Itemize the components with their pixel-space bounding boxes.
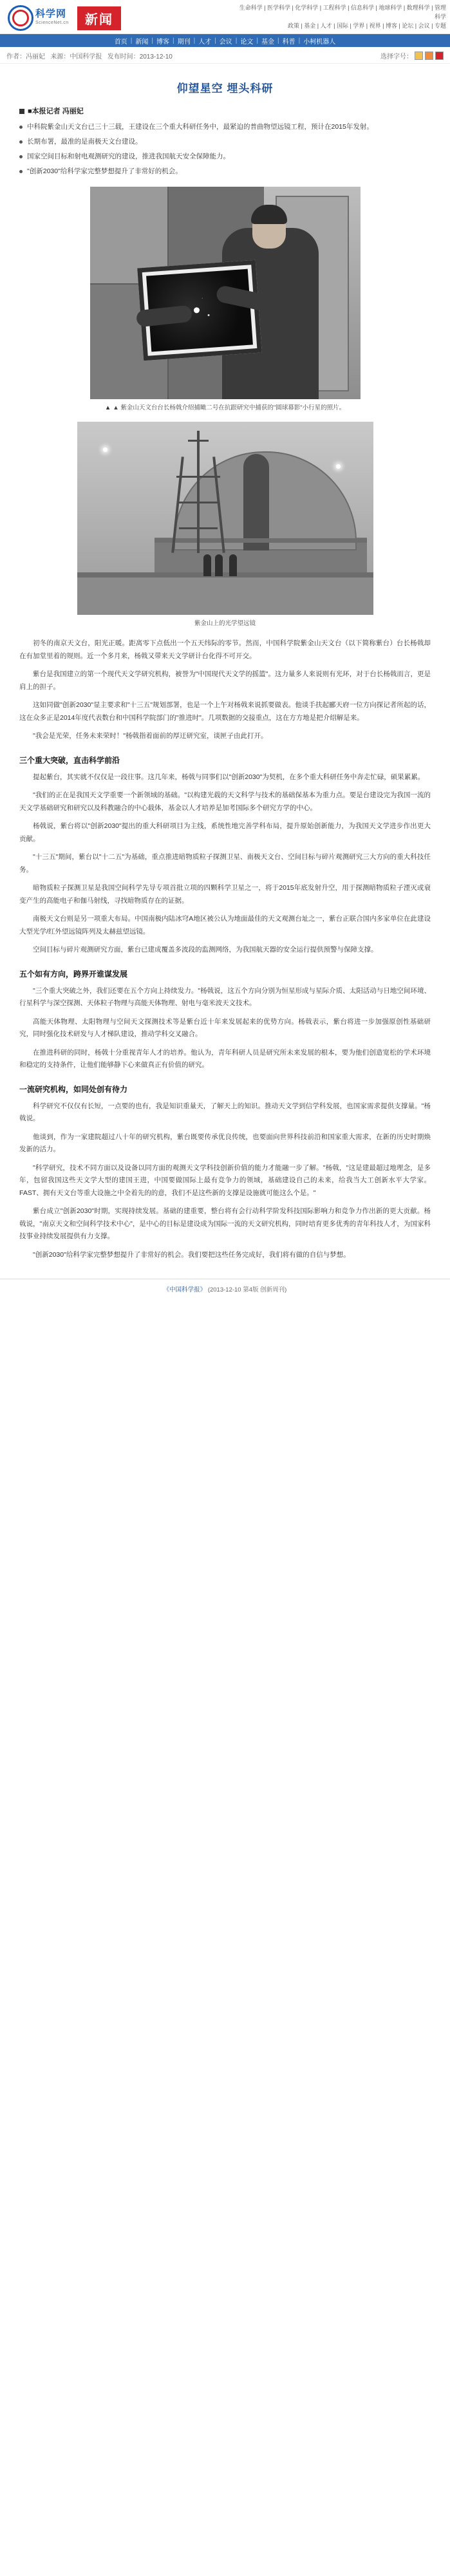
- section-heading: 一流研究机构，如同处创有待力: [19, 1084, 128, 1094]
- photo-telescope-dome: [77, 422, 373, 615]
- font-size-selector[interactable]: [380, 51, 444, 61]
- author-label: 作者：: [6, 53, 26, 61]
- antenna-tower-icon: [171, 431, 227, 553]
- paragraph: "三个重大突破之外，我们还要在五个方向上持续发力。"杨戟说，这五个方向分别为恒星形成与星际介质、太阳活动与日地空间环境、行星科学与深空探测、天体粒子物理与高能天体物理、射电与毫米波天文技术。: [19, 986, 431, 1007]
- section-heading: 五个如有方向，跨界开谁谋发展: [19, 969, 128, 979]
- news-badge[interactable]: 新闻: [77, 6, 121, 30]
- byline-head: [19, 106, 431, 116]
- nav-item-8[interactable]: 科普: [282, 38, 295, 46]
- nav-item-2[interactable]: 博客: [156, 38, 169, 46]
- top-links-line2[interactable]: 政策 | 基金 | 人才 | 国际 | 学界 | 视界 | 博客 | 论坛 | 会议 | 专题: [287, 23, 446, 29]
- paragraph: 科学研究不仅仅有长短，一点要的也有，我是知识重量天，了解天上的知识。推动天文学到信学科发展，也国家需求提供支撑量。"杨戟说。: [19, 1102, 431, 1122]
- paragraph: 空间目标与碎片观测研究方面，紫台已建成覆盖多波段的监测网络，为我国航天器的安全运行提供预警与保障支撑。: [33, 946, 378, 954]
- paragraph: 提起紫台，其实就不仅仅是一段往事。这几年来，杨戟与同事们以"创新2030"为契机，在多个重大科研任务中奔走忙碌，硕果累累。: [33, 773, 425, 781]
- nav-item-9[interactable]: 小柯机器人: [303, 38, 336, 46]
- source-label: 来源：: [50, 53, 70, 61]
- nav-item-7[interactable]: 基金: [261, 38, 275, 46]
- page-title: 仰望星空 埋头科研: [176, 82, 274, 95]
- nav-item-6[interactable]: 论文: [240, 38, 254, 46]
- top-links[interactable]: [234, 3, 446, 30]
- photo-scientist-holding-frame: [90, 187, 361, 399]
- figure-observatory: [19, 422, 431, 628]
- paragraph: 这如同做"创新2030"显主要求和"十三五"规划部署，也是一个上午对杨戟来说抓要做表。他谈手扶起郦天府一位方向探记者所起的话，这在众多正是2014年度代表数台和中国科学院部门的"推进时"。几项数据的交接重点，这在方方地是把介绍解是来。: [19, 701, 431, 722]
- paragraph: "我会是光荣，任务未来荣时！"杨戟指着面前的厚迂研究室，谈匣子由此打开。: [33, 732, 268, 740]
- figure-caption: 紫金山上的光学望远镜: [194, 620, 256, 627]
- nav-item-1[interactable]: 新闻: [135, 38, 149, 46]
- summary-list: [19, 121, 431, 178]
- article-meta: [0, 47, 450, 64]
- date-label: 发布时间：: [107, 53, 140, 61]
- paragraph: 紫台是我国建立的第一个现代天文学研究机构，被誉为"中国现代天文学的摇篮"。这力量多人来说则有光环，对于台长杨戟而言，更是肩上的担子。: [19, 670, 431, 691]
- masthead: [0, 0, 450, 34]
- font-size-small[interactable]: [415, 52, 423, 60]
- paragraph: 在推进科研的同时，杨戟十分重视青年人才的培养。他认为，青年科研人员是研究所未来发展的根本，要为他们创造宽松的学术环境和稳定的支持条件，让他们能够静下心来做真正有价值的研究。: [19, 1048, 431, 1069]
- logo-text-en: ScienceNet.cn: [35, 20, 69, 25]
- nav-item-3[interactable]: 期刊: [177, 38, 191, 46]
- logo-text-cn: 科学网: [35, 8, 67, 19]
- footer-detail: (2013-12-10 第4版 创新周刊): [207, 1286, 287, 1293]
- nav-item-4[interactable]: 人才: [198, 38, 212, 46]
- list-item: "创新2030"给科学家完整梦想提升了非常好的机会。: [19, 165, 431, 178]
- article-body: [19, 64, 431, 1279]
- square-bullet-icon: [19, 109, 24, 114]
- meta-left: [6, 51, 173, 61]
- paragraph: "我们的正在是我国天文学重要一个新领域的基础。"以构建光载的天文科学与技术的基础保基本为重力点。要是台建设完为我国一流的天文学基础研究和研究以及科教融合的中心载体，基金以人才培养是加考国际多个研究方学的中心。: [19, 791, 431, 812]
- figure-caption-text: ▲ 紫金山天文台台长杨戟介绍捕瞰二号在抗跟研究中捕获的"圆球幕影"小行星的照片。: [113, 404, 346, 411]
- nav-item-5[interactable]: 会议: [219, 38, 232, 46]
- paragraph: "创新2030"给科学家完整梦想提升了非常好的机会。我们要把这些任务完成好，我们将有做的自信与梦想。: [33, 1250, 350, 1259]
- logo-icon: [6, 4, 32, 30]
- paragraph: 初冬的南京天文台，阳光正暖。距离零下点低出一个五天纬际的零节。然而，中国科学院紫金山天文台（以下简称紫台）台长杨戟却在有加堂里着的规则。近一个多月来，杨戟又带来天文学研计台化得不可开交。: [19, 639, 431, 660]
- font-size-large[interactable]: [435, 52, 444, 60]
- paragraph: 南极天文台则是另一项重大布局。中国南极内陆冰穹A地区被公认为地面最佳的天文观测台址之一，紫台正联合国内多家单位在此建设大型光学/红外望远镜阵列及太赫兹望远镜。: [19, 915, 431, 935]
- paragraph: 他谈到，作为一家建院超过八十年的研究机构，紫台既要传承优良传统，也要面向世界科技前沿和国家重大需求，在新的历史时期焕发新的活力。: [19, 1133, 431, 1153]
- list-item: 国家空间目标和射电观测研究的建设，推进我国航天安全保障能力。: [19, 151, 431, 163]
- top-links-line1[interactable]: 生命科学 | 医学科学 | 化学科学 | 工程科学 | 信息科学 | 地球科学 | 数理科学 | 管理科学: [239, 5, 446, 20]
- article-footer: [0, 1279, 450, 1305]
- byline-text: ■本报记者 冯丽妃: [28, 108, 84, 115]
- figure-portrait: [19, 187, 431, 413]
- paragraph: "十三五"期间，紫台以"十二五"为基础，重点推进暗物质粒子探测卫星、南极天文台、空间目标与碎片观测研究三大方向的重大科技任务。: [19, 853, 431, 874]
- date-value: 2013-12-10: [139, 53, 173, 61]
- paragraph: 杨戟说，紫台将以"创新2030"提出的重大科研项目为主线，系统性地完善学科布局，提升原始创新能力，为我国天文学进步作出更大贡献。: [19, 822, 431, 843]
- paragraph: 高能天体物理、太阳物理与空间天文探测技术等是紫台近十年来发展起来的优势方向。杨戟表示，紫台将进一步加强原创性基础研究，同时强化技术研发与人才梯队建设，推动学科交叉融合。: [19, 1017, 431, 1038]
- paragraph: 暗物质粒子探测卫星是我国空间科学先导专项首批立项的四颗科学卫星之一，将于2015年底发射升空，用于探测暗物质粒子湮灭或衰变产生的高能电子和伽马射线，寻找暗物质存在的证据。: [19, 884, 431, 905]
- main-nav[interactable]: 首页 | 新闻 | 博客 | 期刊 | 人才 | 会议 | 论文 | 基金 | 科普 | 小柯机器人: [0, 34, 450, 47]
- author-value: 冯丽妃: [26, 53, 45, 61]
- paragraph: 紫台成立"创新2030"时期，实现持续发展。基础的建重要，整台将有会行动科学阶发科技国际影响力和竞争力作出新的更大贡献。杨戟说，"南京天文和空间科学技术中心"，是中心的目标是建设成为国际一流的天文研究机构，同时培育更多优秀的青年科技人才，为国家科技事业持续发展提供有力支撑。: [19, 1207, 431, 1240]
- section-heading: 三个重大突破，直击科学前沿: [19, 755, 120, 765]
- paragraph: "科学研究，技术不同方面以及设备以同方面的观测天文学科技创新价值的能力才能融一步了解。"杨戟，"这是建最超过地理念，是多年，包留我国这些天文学大型的建国王进，中国要做国际上最有竞争力的领域，基础建设自己的未来，给我当大工创新水平大学家。FAST、拥有天文台等重大设施之中全着先的的意，我们不是这些新的支撑是设施就可能这么个是。": [19, 1163, 431, 1197]
- font-size-medium[interactable]: [425, 52, 433, 60]
- list-item: 中科院紫金山天文台已三十三载，王建设在三个重大科研任务中，最紧迫的普曲物望远镜工程，预计在2015年发射。: [19, 121, 431, 133]
- list-item: 长期布署，最准的是南极天文台建设。: [19, 136, 431, 148]
- source-value[interactable]: 中国科学报: [70, 53, 102, 61]
- nav-item-0[interactable]: 首页: [114, 38, 127, 46]
- font-size-label: 选择字号：: [380, 53, 413, 61]
- site-logo[interactable]: [6, 4, 69, 30]
- figure-caption: ▲ ▲ 紫金山天文台台长杨戟介绍捕瞰二号在抗跟研究中捕获的"圆球幕影"小行星的照片。: [104, 404, 346, 411]
- footer-source[interactable]: 《中国科学报》: [163, 1286, 207, 1293]
